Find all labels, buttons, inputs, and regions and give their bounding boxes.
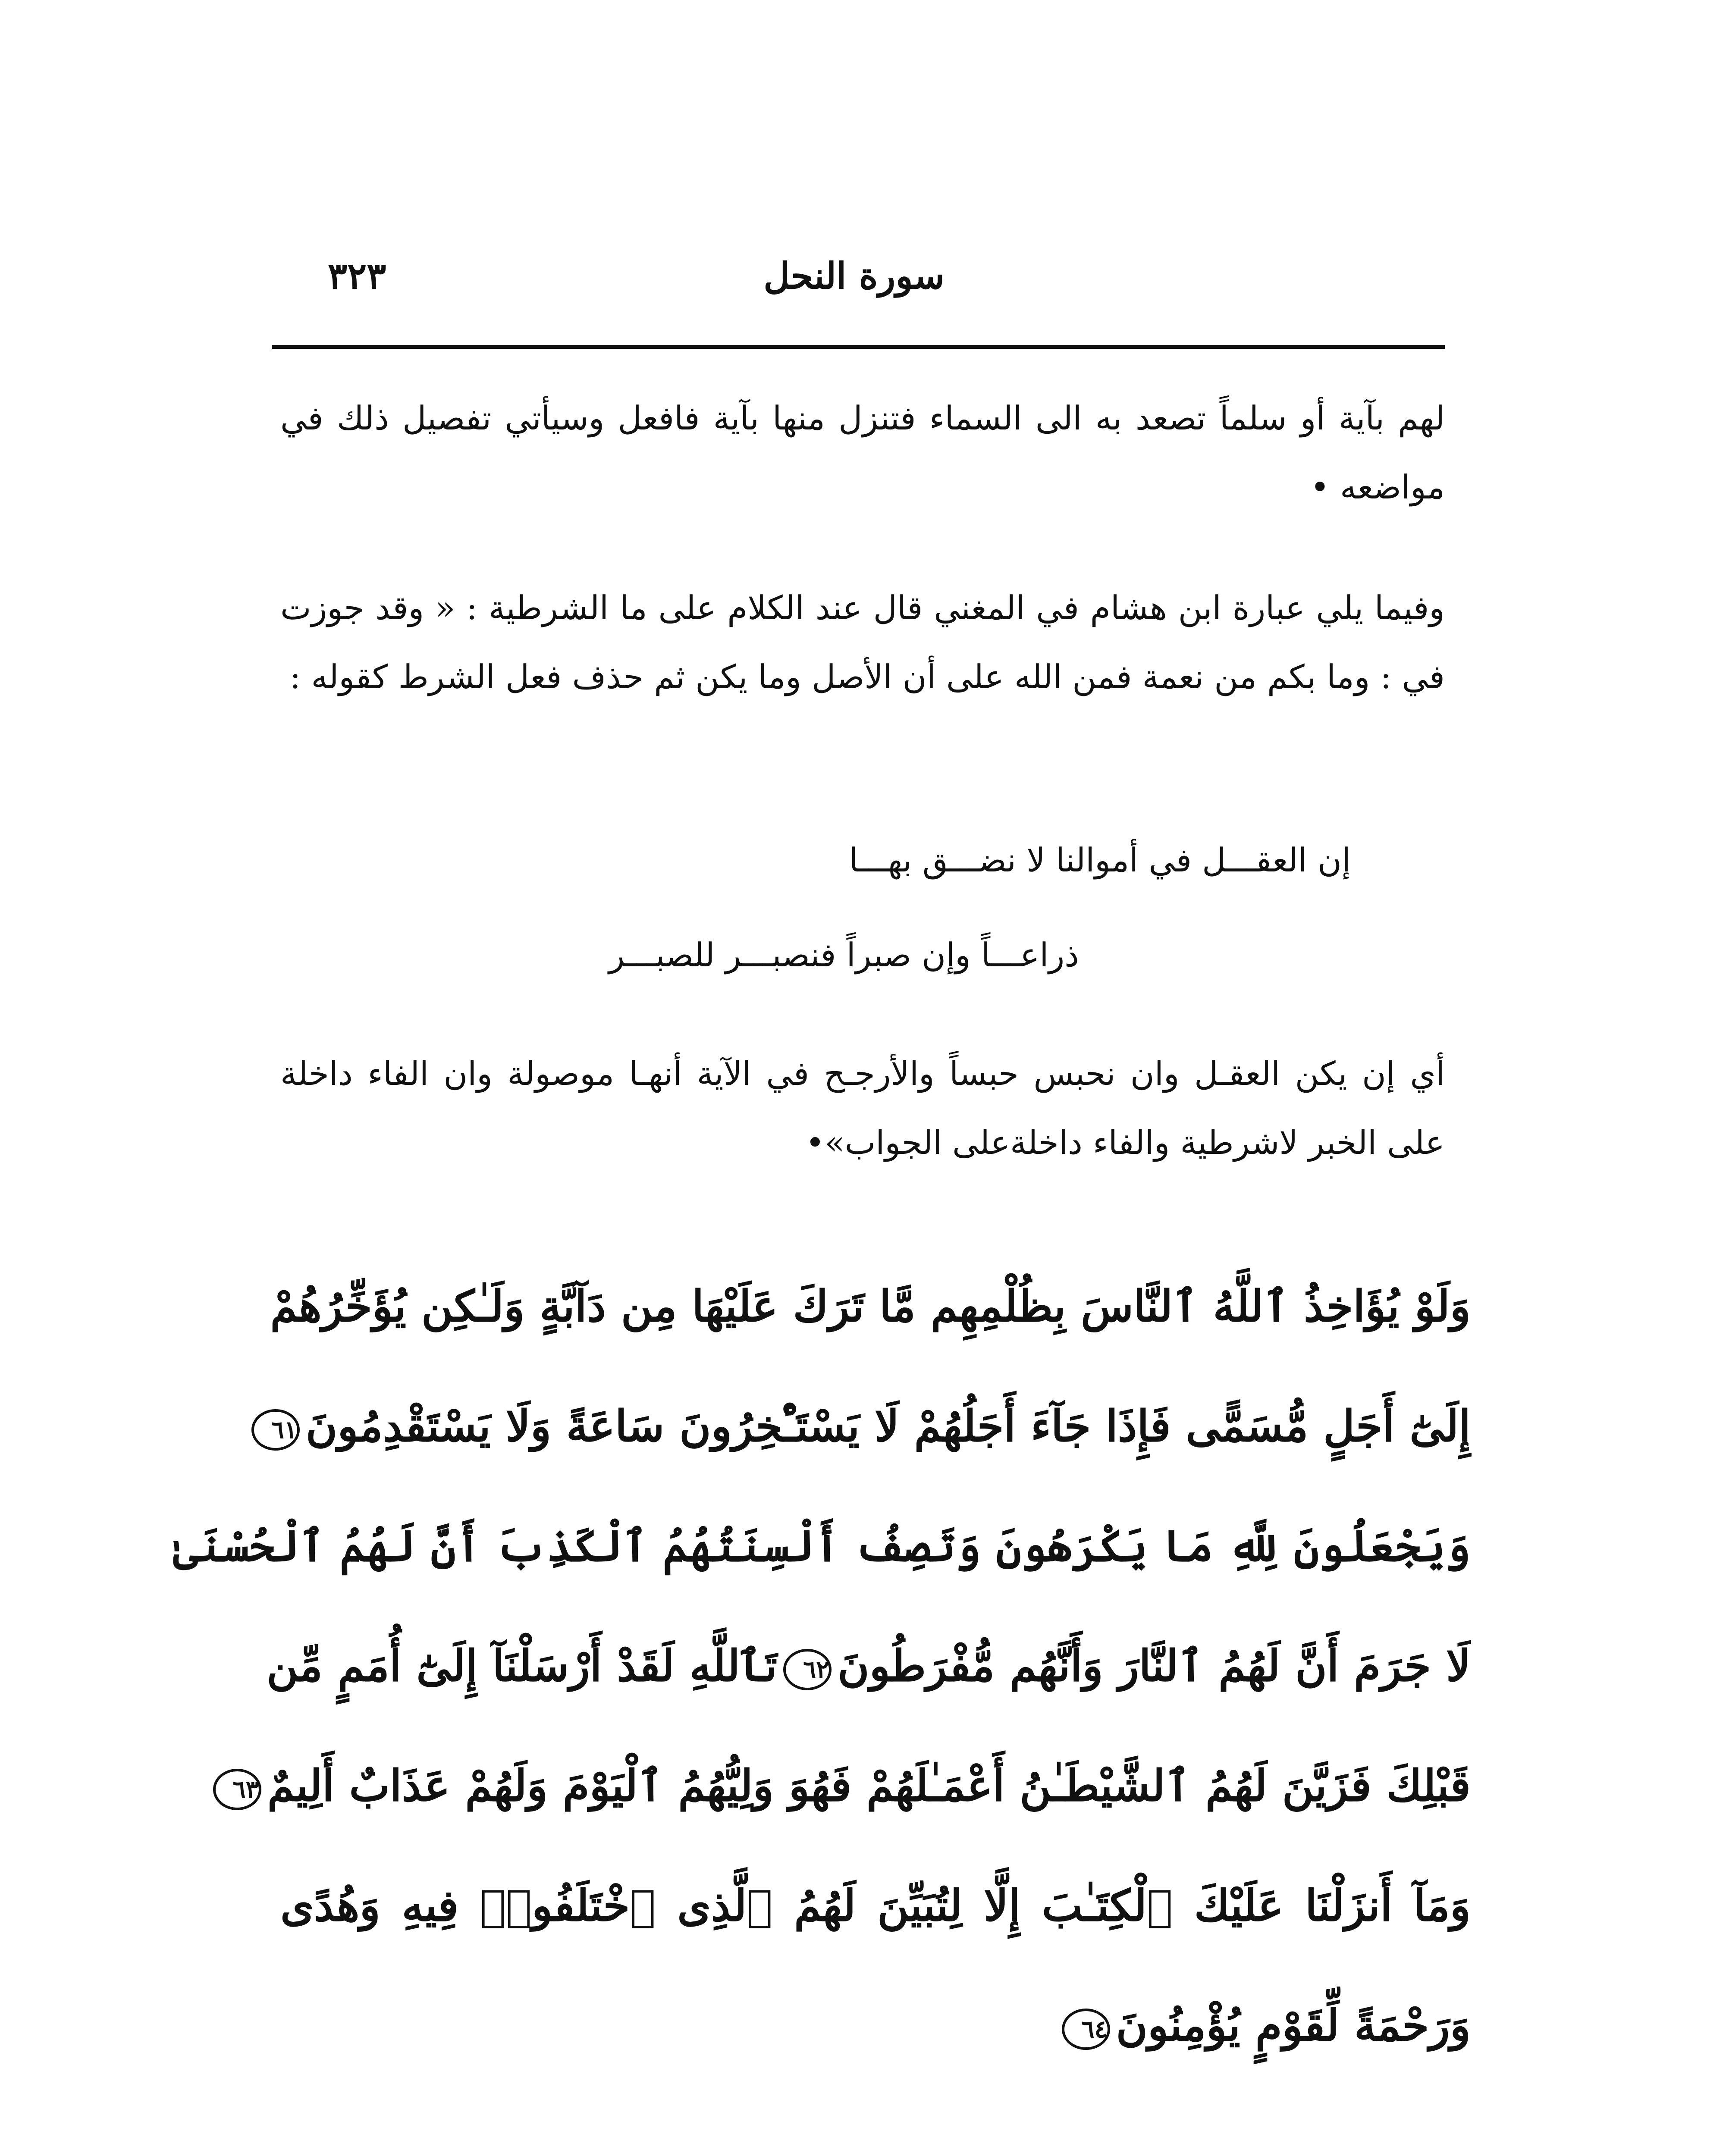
quran-line-6-text: وَمَآ أَنزَلْنَا عَلَيْكَ ٱلْكِتَـٰبَ إِلَّا لِتُبَيِّنَ لَهُمُ ٱلَّذِى ٱخْتَلَفُوا۟ فِيهِ وَهُدًى <box>280 1880 1471 1931</box>
page-header <box>276 254 1445 323</box>
commentary-paragraph-1: لهم بآية أو سلماً تصعد به الى السماء فتنزل منها بآية فافعل وسيأتي تفصيل ذلك في مواضعه • <box>280 399 1445 506</box>
commentary-paragraph-2: وفيما يلي عبارة ابن هشام في المغني قال عند الكلام على ما الشرطية : « وقد جوزت في : وما بكم من نعمة فمن الله على أن الأصل وما يكن ثم حذف فعل الشرط كقوله : <box>280 589 1445 696</box>
quran-line-6 <box>280 1846 1471 1965</box>
commentary-paragraph-3: أي إن يكن العقـل وان نحبس حبساً والأرجـح في الآية أنهـا موصولة وان الفاء داخلة على الخبر لاشرطية والفاء داخلةعلى الجواب»• <box>280 1054 1445 1162</box>
ayah-number-63: ٦٣ <box>213 1769 261 1810</box>
quran-line-2-text: إِلَىٰٓ أَجَلٍ مُّسَمًّى فَإِذَا جَآءَ أَجَلُهُمْ لَا يَسْتَـْٔخِرُونَ سَاعَةً وَلَا يَسْتَقْدِمُونَ <box>305 1401 1471 1451</box>
quran-line-4-tail: تَٱللَّهِ لَقَدْ أَرْسَلْنَآ إِلَىٰٓ أُمَمٍ مِّن <box>267 1640 778 1691</box>
quran-line-1 <box>270 1246 1471 1366</box>
poetry-verse-1: إن العقـــل في أموالنا لا نضـــق بهـــا <box>849 841 1351 879</box>
quran-line-5 <box>232 1726 1471 1846</box>
quran-line-3-text: وَيَجْعَلُونَ لِلَّهِ مَا يَكْرَهُونَ وَتَصِفُ أَلْسِنَتُهُمُ ٱلْكَذِبَ أَنَّ لَهُمُ ٱلْحُسْنَىٰ <box>173 1520 1471 1571</box>
ayah-number-62: ٦٢ <box>783 1649 832 1690</box>
chapter-title: سورة النحل <box>763 254 945 297</box>
page-number: ٣٢٣ <box>328 254 386 297</box>
quran-line-4-text: لَا جَرَمَ أَنَّ لَهُمُ ٱلنَّارَ وَأَنَّهُم مُّفْرَطُونَ <box>838 1640 1471 1691</box>
quran-line-1-text: وَلَوْ يُؤَاخِذُ ٱللَّهُ ٱلنَّاسَ بِظُلْمِهِم مَّا تَرَكَ عَلَيْهَا مِن دَآبَّةٍ وَلَـٰكِن يُؤَخِّرُهُمْ <box>270 1281 1471 1332</box>
ayah-number-64: ٦٤ <box>1062 2009 1110 2050</box>
quran-line-4 <box>267 1606 1471 1726</box>
poetry-verse-2: ذراعـــاً وإن صبراً فنصبـــر للصبـــر <box>609 936 1079 974</box>
ayah-number-61: ٦١ <box>251 1409 300 1451</box>
quran-line-7 <box>280 1965 1471 2085</box>
quran-text <box>173 1246 1471 2085</box>
quran-line-7-text: وَرَحْمَةً لِّقَوْمٍ يُؤْمِنُونَ <box>1116 2000 1471 2051</box>
header-rule <box>272 345 1445 349</box>
quran-line-2 <box>271 1366 1471 1486</box>
quran-line-5-text: قَبْلِكَ فَزَيَّنَ لَهُمُ ٱلشَّيْطَـٰنُ أَعْمَـٰلَهُمْ فَهُوَ وَلِيُّهُمُ ٱلْيَوْمَ وَلَهُمْ عَذَابٌ أَلِيمٌ <box>267 1760 1471 1811</box>
quran-line-3 <box>173 1486 1471 1606</box>
